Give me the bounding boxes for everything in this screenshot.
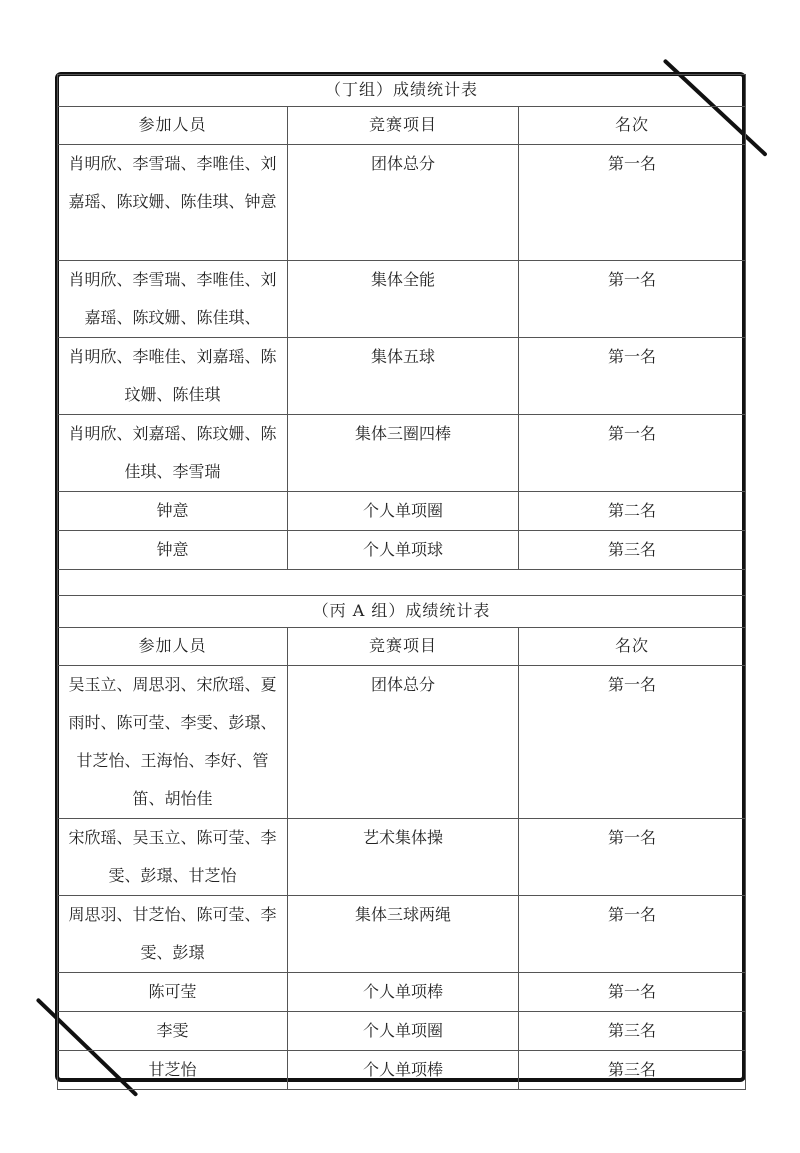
table-row	[58, 896, 746, 973]
rank-cell: 第一名	[519, 819, 746, 896]
column-header-event: 竞赛项目	[288, 628, 519, 666]
members-text: 肖明欣、李雪瑞、李唯佳、刘嘉瑶、陈玟姗、陈佳琪、	[68, 270, 277, 327]
event-cell: 集体三圈四棒	[288, 415, 519, 492]
event-cell: 集体三球两绳	[288, 896, 519, 973]
table-row	[58, 531, 746, 570]
event-cell: 个人单项棒	[288, 1051, 519, 1090]
rank-cell: 第一名	[519, 145, 746, 261]
table-title-row	[58, 596, 746, 628]
members-cell	[58, 896, 288, 973]
rank-cell: 第二名	[519, 492, 746, 531]
table-header-row	[58, 107, 746, 145]
table-row	[58, 492, 746, 531]
members-text: 肖明欣、李雪瑞、李唯佳、刘嘉瑶、陈玟姗、陈佳琪、钟意	[68, 154, 277, 211]
event-cell: 团体总分	[288, 666, 519, 819]
rank-cell: 第一名	[519, 415, 746, 492]
table-row	[58, 145, 746, 261]
rank-cell: 第一名	[519, 261, 746, 338]
rank-cell: 第一名	[519, 666, 746, 819]
rank-cell: 第三名	[519, 1051, 746, 1090]
gap-cell	[58, 570, 746, 596]
members-cell: 钟意	[58, 492, 288, 531]
event-cell: 个人单项圈	[288, 492, 519, 531]
table-title: （丁组）成绩统计表	[58, 75, 746, 107]
table-gap-row	[58, 570, 746, 596]
rank-cell: 第三名	[519, 1012, 746, 1051]
members-cell: 陈可莹	[58, 973, 288, 1012]
table-header-row	[58, 628, 746, 666]
rank-cell: 第一名	[519, 338, 746, 415]
event-cell: 个人单项棒	[288, 973, 519, 1012]
results-table	[57, 74, 746, 1090]
members-cell: 甘芝怡	[58, 1051, 288, 1090]
event-cell: 个人单项球	[288, 531, 519, 570]
members-cell	[58, 338, 288, 415]
table-row	[58, 666, 746, 819]
table-row	[58, 261, 746, 338]
table-row	[58, 973, 746, 1012]
members-cell	[58, 415, 288, 492]
table-row	[58, 1051, 746, 1090]
event-cell: 团体总分	[288, 145, 519, 261]
members-cell: 李雯	[58, 1012, 288, 1051]
column-header-members: 参加人员	[58, 107, 288, 145]
members-cell: 钟意	[58, 531, 288, 570]
members-cell	[58, 145, 288, 261]
column-header-members: 参加人员	[58, 628, 288, 666]
event-cell: 集体五球	[288, 338, 519, 415]
members-text: 肖明欣、刘嘉瑶、陈玟姗、陈佳琪、李雪瑞	[68, 424, 277, 481]
event-cell: 艺术集体操	[288, 819, 519, 896]
members-text: 肖明欣、李唯佳、刘嘉瑶、陈玟姗、陈佳琪	[68, 347, 277, 404]
table-row	[58, 338, 746, 415]
table-row	[58, 819, 746, 896]
event-cell: 集体全能	[288, 261, 519, 338]
members-cell	[58, 666, 288, 819]
event-cell: 个人单项圈	[288, 1012, 519, 1051]
table-row	[58, 1012, 746, 1051]
rank-cell: 第三名	[519, 531, 746, 570]
members-text: 宋欣瑶、吴玉立、陈可莹、李雯、彭璟、甘芝怡	[68, 828, 277, 885]
members-cell	[58, 819, 288, 896]
members-text: 周思羽、甘芝怡、陈可莹、李雯、彭璟	[68, 905, 277, 962]
column-header-rank: 名次	[519, 107, 746, 145]
column-header-rank: 名次	[519, 628, 746, 666]
column-header-event: 竞赛项目	[288, 107, 519, 145]
members-cell	[58, 261, 288, 338]
members-text: 吴玉立、周思羽、宋欣瑶、夏雨时、陈可莹、李雯、彭璟、甘芝怡、王海怡、李好、管笛、胡怡佳	[68, 675, 277, 808]
table-title: （丙 A 组）成绩统计表	[58, 596, 746, 628]
rank-cell: 第一名	[519, 973, 746, 1012]
rank-cell: 第一名	[519, 896, 746, 973]
table-row	[58, 415, 746, 492]
table-title-row	[58, 75, 746, 107]
